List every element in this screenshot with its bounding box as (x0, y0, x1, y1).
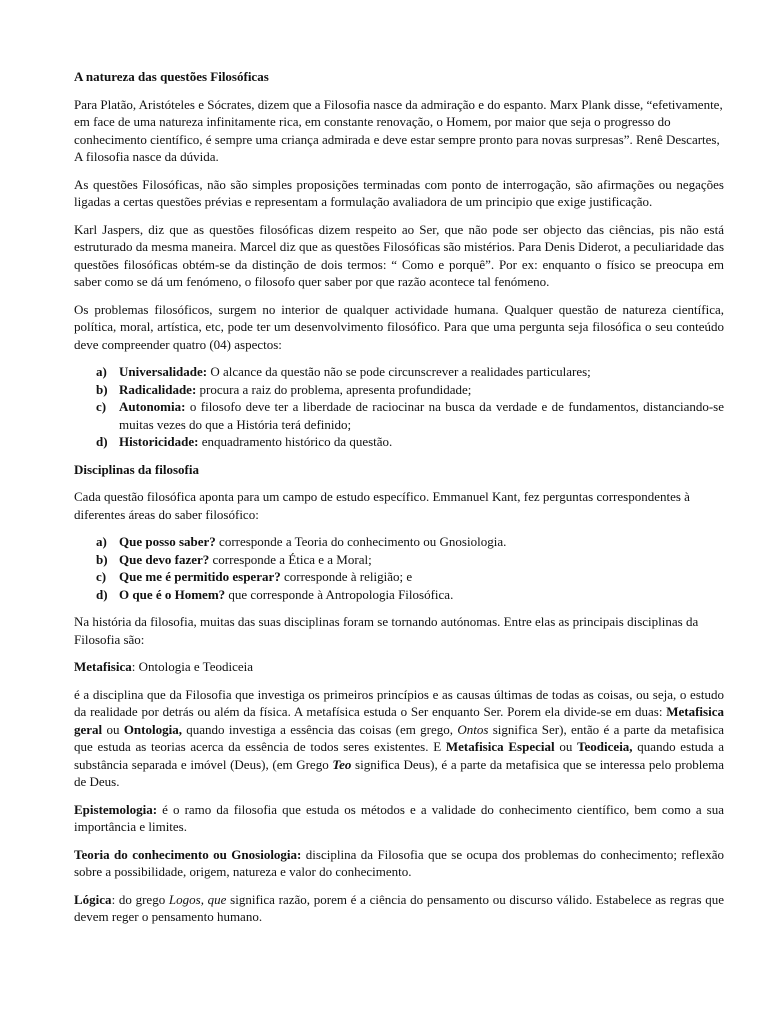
section-title-disciplinas: Disciplinas da filosofia (74, 461, 199, 477)
paragraph-jaspers: Karl Jaspers, diz que as questões filosóficas dizem respeito ao Ser, que não pode ser objecto das ciências, pis não está estruturado da mesma maneira. Marcel diz que as questões Filosóficas são mistérios. Para Denis Diderot, a peculiaridade das questões filosóficas obtém-se da distinção de dois termos: “ Como e porquê”. Por ex: enquanto o físico se preocupa em saber como se dá um fenómeno, o filosofo quer saber por que razão acontece tal fenómeno. (74, 221, 724, 289)
document-body (74, 68, 724, 936)
list-text: O alcance da questão não se pode circunscrever a realidades particulares; (207, 364, 591, 379)
list-marker: b) (96, 551, 108, 567)
kant-questions-list (74, 533, 724, 603)
text-run: significa Ser), então é a parte da metafisica que estuda as teorias acerca da essência de todos seres existentes. E (74, 721, 725, 754)
text-run: é a disciplina que da Filosofia que investiga os primeiros princípios e as causas últimas de todas as coisas, ou seja, o estudo da realidade por detrás ou além da física. A metafísica estuda o Ser enquanto Ser. Porem ela divide-se em duas: (74, 686, 724, 719)
list-item (74, 533, 724, 551)
list-marker: d) (96, 586, 108, 602)
list-term: Historicidade: (119, 434, 199, 449)
paragraph-epistemologia (74, 801, 724, 836)
metafisica-subtitle: : Ontologia e Teodiceia (131, 659, 253, 674)
list-text: procura a raiz do problema, apresenta profundidade; (196, 381, 472, 397)
list-item (74, 398, 724, 433)
list-item (74, 363, 724, 381)
text-run: significa razão, porem é a ciência do pensamento ou discurso válido. Estabelece as regras que devem reger o pensamento humano. (74, 891, 724, 924)
term-logos: Logos, que (168, 891, 227, 907)
list-text: corresponde à religião; e (280, 569, 413, 584)
text-run: quando estuda a substância separada e imóvel (Deus), (em Grego (74, 739, 725, 772)
term-metafisica-especial: Metafisica Especial (445, 739, 555, 754)
list-term: Que devo fazer? (119, 551, 210, 567)
list-item (74, 551, 724, 569)
text-run: quando investiga a essência das coisas (em grego, (181, 721, 458, 737)
metafisica-term: Metafisica (74, 659, 132, 674)
gnosiologia-text: disciplina da Filosofia que se ocupa dos problemas do conhecimento; reflexão sobre a possibilidade, origem, natureza e valor do conhecimento. (74, 846, 724, 879)
gnosiologia-term: Teoria do conhecimento ou Gnosiologia: (74, 846, 302, 862)
epistemologia-term: Epistemologia: (74, 801, 158, 817)
paragraph-kant: Cada questão filosófica aponta para um campo de estudo específico. Emmanuel Kant, fez perguntas correspondentes à diferentes áreas do saber filosófico: (74, 489, 690, 522)
aspects-list (74, 363, 724, 451)
list-item (74, 586, 724, 604)
heading-metafisica (74, 658, 724, 676)
list-marker: a) (96, 534, 107, 549)
term-ontologia: Ontologia, (123, 721, 182, 737)
list-text: corresponde a Teoria do conhecimento ou Gnosiologia. (215, 534, 507, 549)
list-marker: a) (96, 364, 107, 379)
epistemologia-text: é o ramo da filosofia que estuda os métodos e a validade do conhecimento científico, bem como a sua importância e limites. (74, 801, 724, 834)
list-term: Que posso saber? (119, 534, 216, 549)
list-item (74, 568, 724, 586)
paragraph-logica (74, 891, 724, 926)
list-marker: d) (96, 434, 108, 449)
list-text: que corresponde à Antropologia Filosófica. (225, 586, 454, 602)
list-item (74, 381, 724, 399)
list-marker: c) (96, 399, 107, 414)
term-teo: Teo (332, 756, 352, 772)
list-text: o filosofo deve ter a liberdade de raciocinar na busca da verdade e de fundamentos, distanciando-se muitas vezes do que a História terá definido; (119, 399, 724, 432)
paragraph-questoes-filosoficas: As questões Filosóficas, não são simples proposições terminadas com ponto de interrogação, são afirmações ou negações ligadas a certas questões prévias e representam a formulação avaliadora de um principio que exige justificação. (74, 176, 724, 209)
text-run: significa Deus), é a parte da metafisica que se interessa pelo problema de Deus. (74, 756, 724, 789)
list-item (74, 433, 724, 451)
paragraph-origem-filosofia: Para Platão, Aristóteles e Sócrates, dizem que a Filosofia nasce da admiração e do espanto. Marx Plank disse, “efetivamente, em face de uma natureza infinitamente rica, em constante renovação, o Homem, por maior que seja o progresso do conhecimento científico, é sempre uma criança admirada e deve estar sempre pronto para novas surpresas”. Renê Descartes, A filosofia nasce da dúvida. (74, 96, 723, 164)
list-text: enquadramento histórico da questão. (198, 434, 393, 449)
paragraph-disciplinas: Na história da filosofia, muitas das suas disciplinas foram se tornando autónomas. Entre elas as principais disciplinas da Filosofia são: (74, 614, 699, 647)
term-ontos: Ontos (457, 721, 489, 737)
text-run: : do grego (111, 891, 169, 907)
list-term: Universalidade: (119, 364, 208, 379)
list-term: Que me é permitido esperar? (119, 569, 281, 584)
list-marker: c) (96, 569, 107, 584)
list-term: Autonomia: (119, 399, 186, 414)
section-title-natureza: A natureza das questões Filosóficas (74, 69, 269, 84)
text-run: ou (102, 721, 124, 737)
list-text: corresponde a Ética e a Moral; (209, 551, 372, 567)
paragraph-metafisica (74, 686, 724, 791)
list-marker: b) (96, 381, 108, 397)
paragraph-problemas-filosoficos: Os problemas filosóficos, surgem no interior de qualquer actividade humana. Qualquer questão de natureza científica, política, moral, artística, etc, pode ter um desenvolvimento filosófico. Para que uma pergunta seja filosófica o seu conteúdo deve compreender quatro (04) aspectos: (74, 301, 724, 352)
list-term: Radicalidade: (119, 381, 197, 397)
list-term: O que é o Homem? (119, 586, 226, 602)
term-metafisica-geral: Metafisica geral (74, 704, 724, 737)
term-teodiceia: Teodiceia, (577, 739, 633, 754)
logica-term: Lógica (74, 891, 112, 907)
paragraph-gnosiologia (74, 846, 724, 881)
text-run: ou (554, 739, 578, 754)
